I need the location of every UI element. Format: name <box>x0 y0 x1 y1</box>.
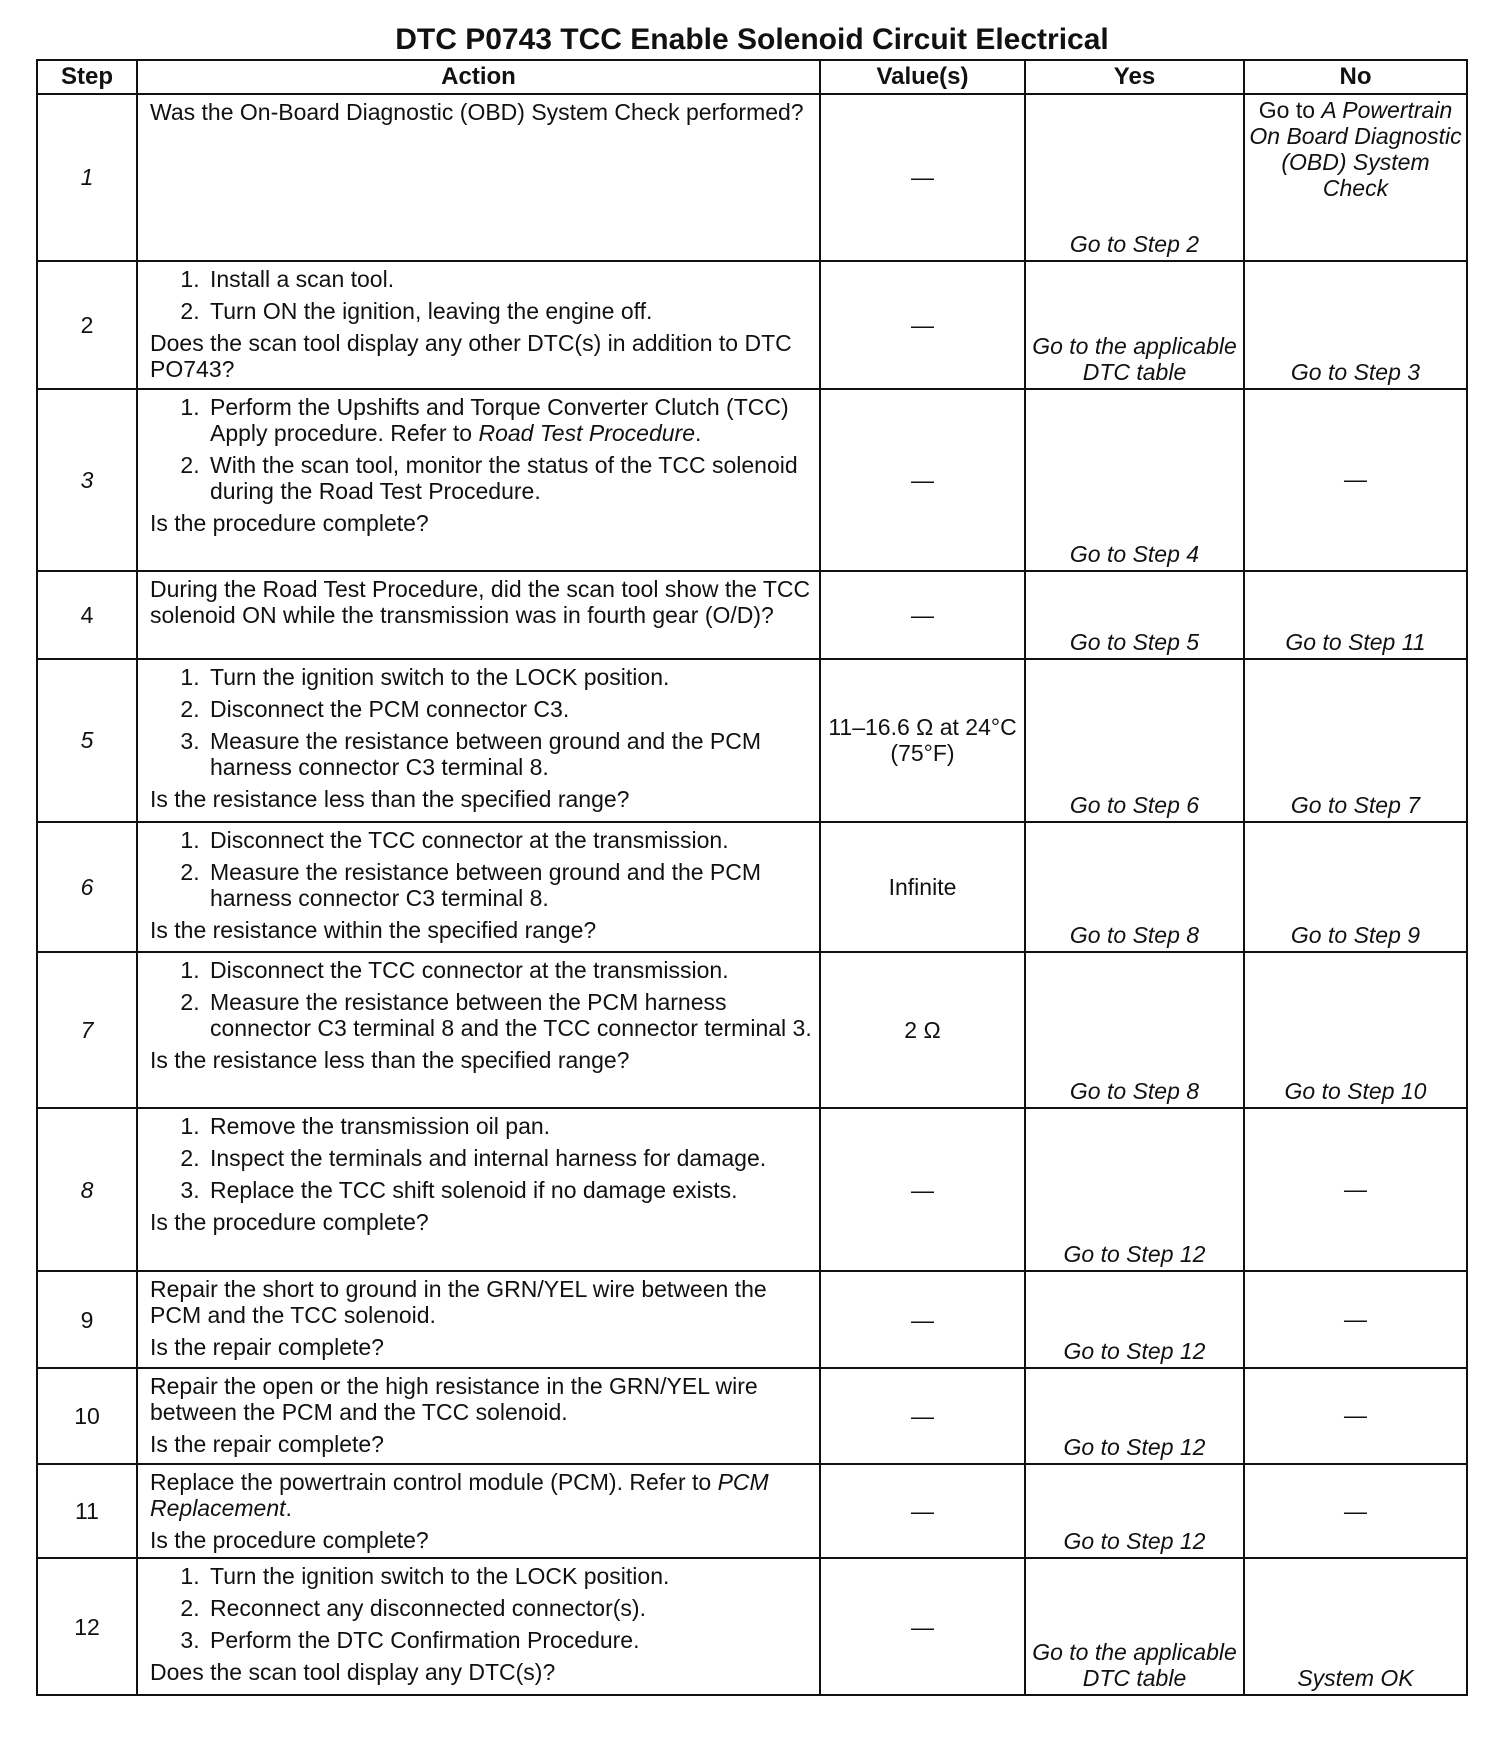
value-cell: — <box>820 1558 1025 1695</box>
table-row <box>37 1464 1467 1558</box>
action-text-part: . <box>285 1495 292 1522</box>
action-item: 3. Perform the DTC Confirmation Procedure. <box>206 1627 813 1653</box>
action-cell <box>137 1271 820 1367</box>
action-question: Is the resistance within the specified range? <box>150 916 597 943</box>
yes-cell: Go to Step 12 <box>1025 1464 1244 1558</box>
action-question: Does the scan tool display any other DTC(s) in addition to DTC PO743? <box>150 329 792 382</box>
table-row <box>37 659 1467 822</box>
action-item: 1. Turn the ignition switch to the LOCK position. <box>206 1563 813 1589</box>
no-cell: — <box>1244 1368 1467 1464</box>
table-row <box>37 94 1467 261</box>
no-cell: System OK <box>1244 1558 1467 1695</box>
step-number: 5 <box>37 659 137 822</box>
step-number: 2 <box>37 261 137 389</box>
yes-cell: Go to the applicable DTC table <box>1025 261 1244 389</box>
no-cell: Go to Step 11 <box>1244 571 1467 659</box>
no-cell: Go to Step 3 <box>1244 261 1467 389</box>
action-cell <box>137 1108 820 1272</box>
action-item: 1. Disconnect the TCC connector at the transmission. <box>206 957 813 983</box>
yes-cell: Go to Step 4 <box>1025 389 1244 571</box>
yes-cell: Go to Step 8 <box>1025 952 1244 1108</box>
step-number: 11 <box>37 1464 137 1558</box>
header-no: No <box>1244 60 1467 94</box>
table-row <box>37 822 1467 952</box>
action-question: Is the procedure complete? <box>150 1527 429 1554</box>
table-row <box>37 1368 1467 1464</box>
no-cell: — <box>1244 389 1467 571</box>
action-cell <box>137 261 820 389</box>
yes-cell: Go to Step 8 <box>1025 822 1244 952</box>
yes-cell: Go to the applicable DTC table <box>1025 1558 1244 1695</box>
action-cell <box>137 659 820 822</box>
action-item: 3. Replace the TCC shift solenoid if no damage exists. <box>206 1177 813 1203</box>
yes-cell: Go to Step 5 <box>1025 571 1244 659</box>
yes-cell: Go to Step 6 <box>1025 659 1244 822</box>
action-question: Is the procedure complete? <box>150 1208 429 1235</box>
no-cell: — <box>1244 1464 1467 1558</box>
no-cell: Go to Step 10 <box>1244 952 1467 1108</box>
action-text <box>150 1469 813 1521</box>
value-cell: — <box>820 1271 1025 1367</box>
value-cell: — <box>820 571 1025 659</box>
value-cell: — <box>820 1368 1025 1464</box>
table-row <box>37 261 1467 389</box>
action-item: 2. Reconnect any disconnected connector(s). <box>206 1595 813 1621</box>
action-cell <box>137 94 820 261</box>
value-cell: 11–16.6 Ω at 24°C (75°F) <box>820 659 1025 822</box>
action-text-part: Replace the powertrain control module (PCM). Refer to <box>150 1469 718 1496</box>
action-item: 1. Remove the transmission oil pan. <box>206 1113 813 1139</box>
step-number: 7 <box>37 952 137 1108</box>
action-text: Was the On-Board Diagnostic (OBD) System Check performed? <box>150 99 804 125</box>
step-number: 3 <box>37 389 137 571</box>
header-action: Action <box>137 60 820 94</box>
action-cell <box>137 1464 820 1558</box>
action-item-text: . <box>695 420 702 447</box>
step-number: 10 <box>37 1368 137 1464</box>
action-text: During the Road Test Procedure, did the scan tool show the TCC solenoid ON while the transmission was in fourth gear (O/D)? <box>150 575 811 628</box>
action-item: 1. Install a scan tool. <box>206 266 813 292</box>
action-question: Is the repair complete? <box>150 1430 384 1457</box>
table-row <box>37 952 1467 1108</box>
action-cell <box>137 389 820 571</box>
diagnostic-table <box>36 59 1468 1696</box>
action-item: 2. Inspect the terminals and internal harness for damage. <box>206 1145 813 1171</box>
header-step: Step <box>37 60 137 94</box>
action-item: 2. With the scan tool, monitor the status of the TCC solenoid during the Road Test Procedure. <box>206 452 813 504</box>
no-cell: — <box>1244 1108 1467 1272</box>
value-cell: — <box>820 389 1025 571</box>
no-cell: Go to Step 7 <box>1244 659 1467 822</box>
action-item-text: Perform the Upshifts and Torque Converter Clutch (TCC) Apply procedure. Refer to <box>210 394 789 447</box>
action-reference: PCM Replacement <box>150 1469 769 1522</box>
page-title: DTC P0743 TCC Enable Solenoid Circuit Electrical <box>395 23 1109 56</box>
step-number: 1 <box>37 94 137 261</box>
action-cell <box>137 571 820 659</box>
value-cell: Infinite <box>820 822 1025 952</box>
no-link-text: A Powertrain On Board Diagnostic (OBD) System Check <box>1249 97 1462 201</box>
header-row <box>37 60 1467 94</box>
table-row <box>37 389 1467 571</box>
no-cell <box>1244 94 1467 261</box>
step-number: 8 <box>37 1108 137 1272</box>
yes-cell: Go to Step 2 <box>1025 94 1244 261</box>
no-cell: — <box>1244 1271 1467 1367</box>
action-text: Repair the short to ground in the GRN/YEL wire between the PCM and the TCC solenoid. <box>150 1276 767 1329</box>
value-cell: — <box>820 261 1025 389</box>
action-item: 1. Turn the ignition switch to the LOCK position. <box>206 664 813 690</box>
value-cell: — <box>820 1464 1025 1558</box>
action-item: 2. Measure the resistance between the PCM harness connector C3 terminal 8 and the TCC connector terminal 3. <box>206 989 813 1041</box>
action-item: 2. Measure the resistance between ground and the PCM harness connector C3 terminal 8. <box>206 859 813 911</box>
value-cell: — <box>820 94 1025 261</box>
table-row <box>37 571 1467 659</box>
step-number: 9 <box>37 1271 137 1367</box>
table-row <box>37 1108 1467 1272</box>
header-value: Value(s) <box>820 60 1025 94</box>
action-question: Is the procedure complete? <box>150 510 429 537</box>
step-number: 6 <box>37 822 137 952</box>
action-item: 2. Disconnect the PCM connector C3. <box>206 696 813 722</box>
action-item: 1. Disconnect the TCC connector at the transmission. <box>206 827 813 853</box>
no-text: Go to <box>1258 97 1322 123</box>
step-number: 4 <box>37 571 137 659</box>
action-item <box>206 394 813 446</box>
table-row <box>37 1558 1467 1695</box>
step-number: 12 <box>37 1558 137 1695</box>
table-row <box>37 1271 1467 1367</box>
yes-cell: Go to Step 12 <box>1025 1271 1244 1367</box>
action-item-reference: Road Test Procedure <box>478 420 695 447</box>
no-cell: Go to Step 9 <box>1244 822 1467 952</box>
action-item: 3. Measure the resistance between ground and the PCM harness connector C3 terminal 8. <box>206 728 813 780</box>
action-cell <box>137 1368 820 1464</box>
action-text: Repair the open or the high resistance in the GRN/YEL wire between the PCM and the TCC solenoid. <box>150 1372 758 1425</box>
yes-cell: Go to Step 12 <box>1025 1368 1244 1464</box>
action-item: 2. Turn ON the ignition, leaving the engine off. <box>206 298 813 324</box>
action-question: Is the resistance less than the specified range? <box>150 1047 630 1074</box>
action-question: Is the resistance less than the specified range? <box>150 786 630 813</box>
action-cell <box>137 1558 820 1695</box>
action-cell <box>137 822 820 952</box>
value-cell: 2 Ω <box>820 952 1025 1108</box>
action-question: Does the scan tool display any DTC(s)? <box>150 1659 556 1686</box>
action-question: Is the repair complete? <box>150 1334 384 1361</box>
header-yes: Yes <box>1025 60 1244 94</box>
yes-cell: Go to Step 12 <box>1025 1108 1244 1272</box>
value-cell: — <box>820 1108 1025 1272</box>
action-cell <box>137 952 820 1108</box>
